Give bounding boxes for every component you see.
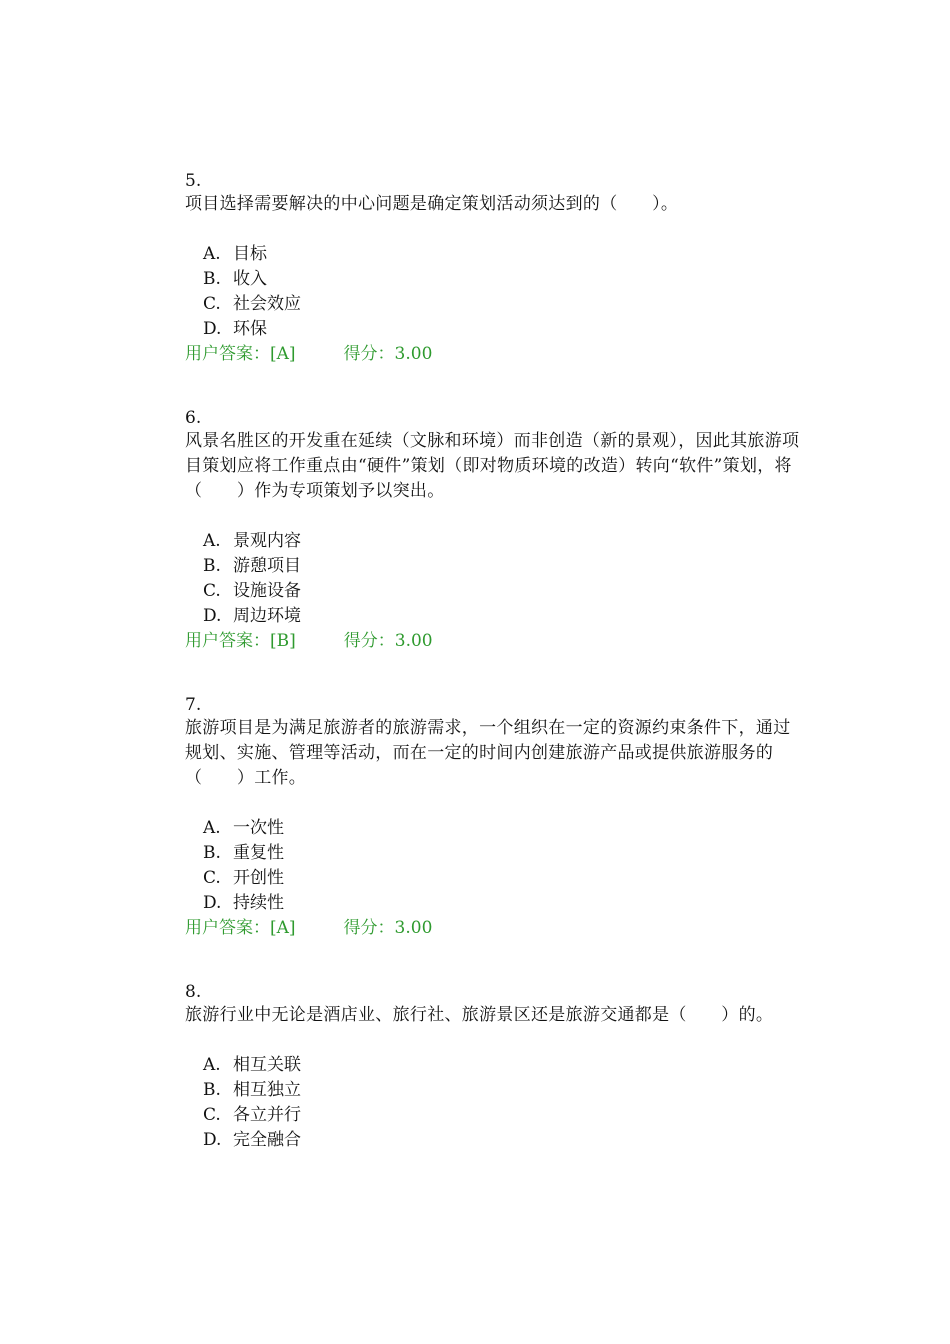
question-5 bbox=[185, 170, 805, 367]
option-text: 目标 bbox=[233, 244, 267, 264]
option-letter: B. bbox=[203, 269, 221, 289]
option-letter: A. bbox=[203, 531, 221, 551]
option-letter: C. bbox=[203, 868, 221, 888]
option-letter: B. bbox=[203, 556, 221, 576]
option-b bbox=[203, 841, 805, 866]
question-text: 旅游项目是为满足旅游者的旅游需求，一个组织在一定的资源约束条件下，通过规划、实施、管理等活动，而在一定的时间内创建旅游产品或提供旅游服务的（ ）工作。 bbox=[185, 718, 791, 788]
question-number: 8. bbox=[185, 982, 202, 1002]
option-text: 景观内容 bbox=[233, 531, 301, 551]
option-c bbox=[203, 292, 805, 317]
question-6 bbox=[185, 407, 805, 654]
option-text: 社会效应 bbox=[233, 294, 301, 314]
option-text: 完全融合 bbox=[233, 1130, 301, 1150]
question-text: 风景名胜区的开发重在延续（文脉和环境）而非创造（新的景观），因此其旅游项目策划应将工作重点由“硬件”策划（即对物质环境的改造）转向“软件”策划，将（ ）作为专项策划予以突出。 bbox=[185, 431, 800, 501]
option-text: 开创性 bbox=[233, 868, 284, 888]
option-d bbox=[203, 317, 805, 342]
spacer bbox=[185, 941, 805, 981]
option-text: 游憩项目 bbox=[233, 556, 301, 576]
spacer bbox=[185, 654, 805, 694]
option-text: 环保 bbox=[233, 319, 267, 339]
option-text: 设施设备 bbox=[233, 581, 301, 601]
option-a bbox=[203, 242, 805, 267]
option-b bbox=[203, 267, 805, 292]
question-number: 7. bbox=[185, 695, 202, 715]
question-7 bbox=[185, 694, 805, 941]
option-text: 一次性 bbox=[233, 818, 284, 838]
option-d bbox=[203, 604, 805, 629]
option-a bbox=[203, 529, 805, 554]
user-answer-line bbox=[185, 916, 805, 941]
option-text: 相互关联 bbox=[233, 1055, 301, 1075]
option-text: 相互独立 bbox=[233, 1080, 301, 1100]
question-number: 6. bbox=[185, 408, 202, 428]
user-answer: 用户答案：[A] bbox=[185, 344, 296, 364]
option-list bbox=[185, 529, 805, 629]
score: 得分：3.00 bbox=[343, 344, 433, 364]
option-text: 周边环境 bbox=[233, 606, 301, 626]
option-list bbox=[185, 816, 805, 916]
score: 得分：3.00 bbox=[343, 631, 433, 651]
option-b bbox=[203, 554, 805, 579]
option-text: 重复性 bbox=[233, 843, 284, 863]
user-answer: 用户答案：[B] bbox=[185, 631, 296, 651]
option-letter: A. bbox=[203, 244, 221, 264]
option-letter: D. bbox=[203, 319, 222, 339]
option-letter: A. bbox=[203, 818, 221, 838]
option-letter: A. bbox=[203, 1055, 221, 1075]
option-letter: C. bbox=[203, 294, 221, 314]
option-list bbox=[185, 1053, 805, 1153]
option-a bbox=[203, 1053, 805, 1078]
question-text: 旅游行业中无论是酒店业、旅行社、旅游景区还是旅游交通都是（ ）的。 bbox=[185, 1005, 774, 1025]
option-d bbox=[203, 1128, 805, 1153]
option-c bbox=[203, 1103, 805, 1128]
user-answer-line bbox=[185, 342, 805, 367]
option-letter: B. bbox=[203, 1080, 221, 1100]
question-8 bbox=[185, 981, 805, 1153]
option-text: 持续性 bbox=[233, 893, 284, 913]
spacer bbox=[185, 367, 805, 407]
score: 得分：3.00 bbox=[343, 918, 433, 938]
option-letter: C. bbox=[203, 1105, 221, 1125]
option-list bbox=[185, 242, 805, 342]
option-letter: D. bbox=[203, 1130, 222, 1150]
option-c bbox=[203, 579, 805, 604]
option-d bbox=[203, 891, 805, 916]
question-text: 项目选择需要解决的中心问题是确定策划活动须达到的（ ）。 bbox=[185, 194, 679, 214]
user-answer-line bbox=[185, 629, 805, 654]
option-letter: B. bbox=[203, 843, 221, 863]
user-answer: 用户答案：[A] bbox=[185, 918, 296, 938]
question-number: 5. bbox=[185, 171, 202, 191]
option-letter: C. bbox=[203, 581, 221, 601]
option-letter: D. bbox=[203, 893, 222, 913]
option-c bbox=[203, 866, 805, 891]
option-letter: D. bbox=[203, 606, 222, 626]
option-text: 收入 bbox=[233, 269, 267, 289]
option-a bbox=[203, 816, 805, 841]
option-b bbox=[203, 1078, 805, 1103]
option-text: 各立并行 bbox=[233, 1105, 301, 1125]
quiz-page bbox=[185, 170, 805, 1153]
